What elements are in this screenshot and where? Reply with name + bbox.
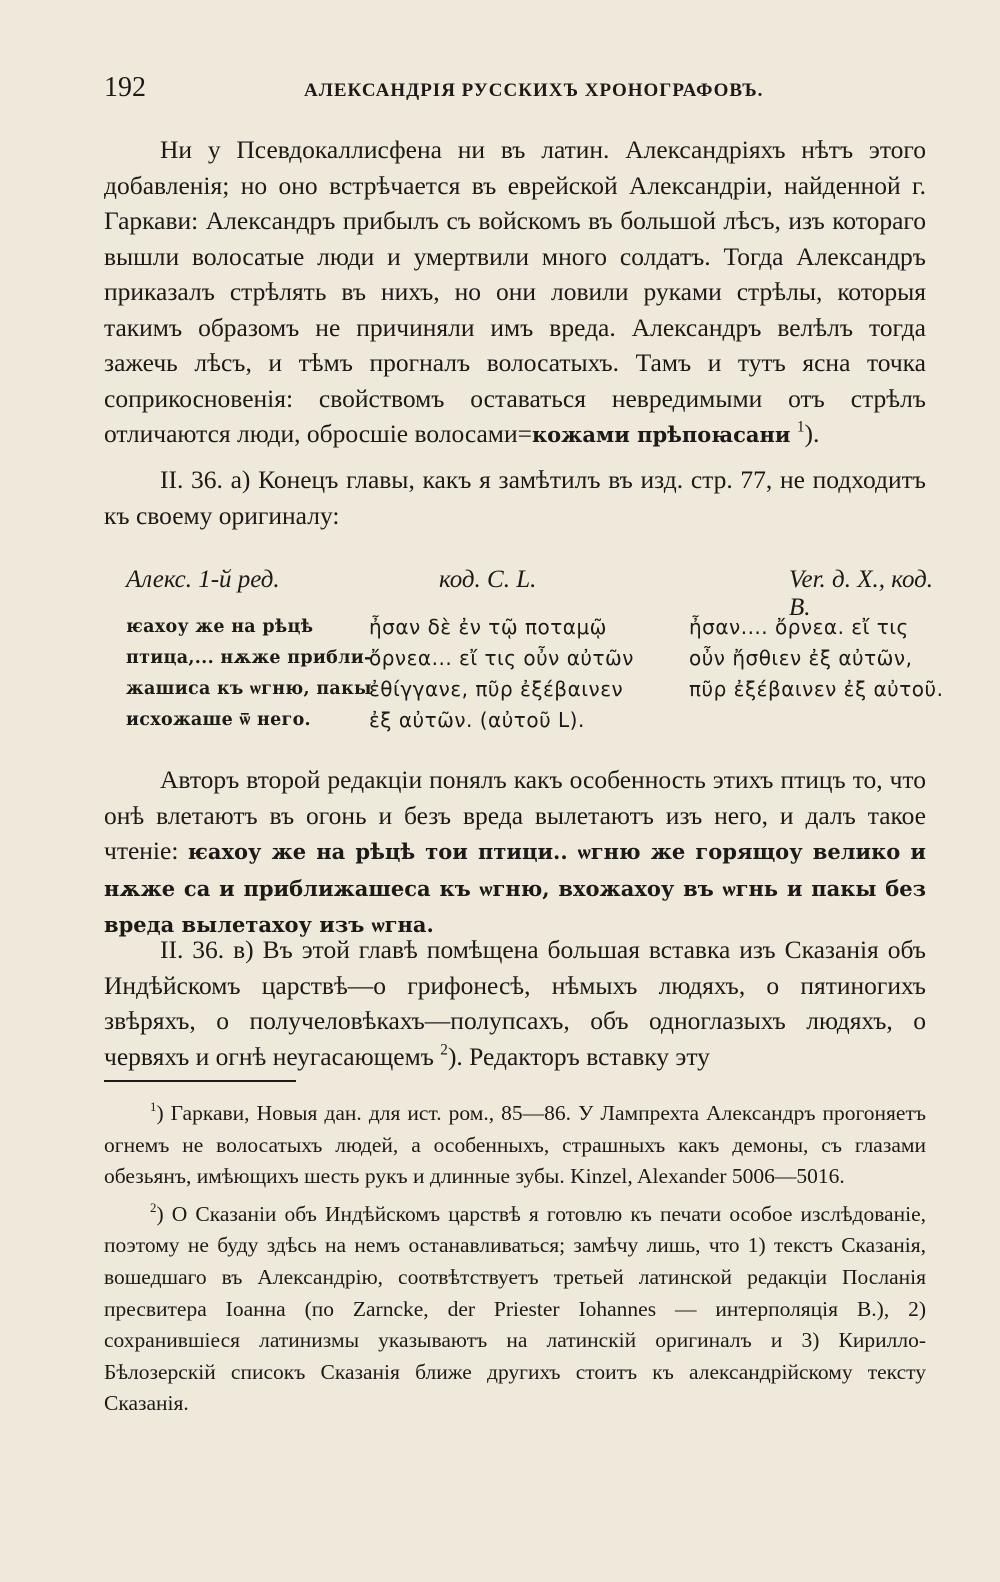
paragraph-1	[104, 132, 926, 453]
section-3	[104, 762, 926, 943]
paragraph-4	[104, 932, 926, 1074]
column-slavonic	[126, 566, 372, 736]
section-4	[104, 932, 926, 1074]
footnote-ref-1: 1	[796, 418, 805, 436]
column-line: ἐξ αὐτῶν. (αὐτοῦ L).	[369, 708, 585, 732]
slavonic-quote: ѥахоу же на рѣцѣ тои птици.. ѡгню же горящоу велико и нѫже са и приближашеса къ ѡгню, вхожахоу въ ѡгнь и пакы без вреда вылетахоу изъ ѡгна.	[104, 839, 926, 937]
footnote-2	[104, 1199, 926, 1420]
column-line: ѥахоу же на рѣцѣ	[126, 617, 314, 637]
running-title: АЛЕКСАНДРІЯ РУССКИХЪ ХРОНОГРАФОВЪ.	[304, 80, 764, 101]
footnote-marker: 1	[150, 1099, 157, 1114]
column-line: πῦρ ἐξέβαινεν ἐξ αὐτοῦ.	[689, 677, 944, 701]
column-line: исхожаше ѿ него.	[126, 710, 311, 730]
paragraph-4-text: II. 36. в) Въ этой главѣ помѣщена большая вставка изъ Сказанія объ Индѣйскомъ царствѣ—о грифонесѣ, нѣмыхъ людяхъ, о пятиногихъ звѣряхъ, о получеловѣкахъ—полупсахъ, объ одноглазыхъ людяхъ, о червяхъ и огнѣ неугасающемъ	[104, 935, 926, 1071]
footnote-marker: 2	[150, 1200, 157, 1215]
main-text	[104, 132, 926, 453]
column-heading: Алекс. 1-й ред.	[126, 566, 280, 593]
footnote-1	[104, 1098, 926, 1193]
paragraph-3-text: Авторъ второй редакціи понялъ какъ особенность этихъ птицъ то, что онѣ влетаютъ въ огонь и безъ вреда вылетаютъ изъ него, и далъ такое чтеніе:	[104, 765, 926, 865]
footnote-text: ) Гаркави, Новыя дан. для ист. ром., 85—86. У Лампрехта Александръ прогоняетъ огнемъ не волосатыхъ людей, а особенныхъ, страшныхъ какъ демоны, съ глазами обезьянъ, имѣющихъ шесть рукъ и длинные зубы. Kinzel, Alexander 5006—5016.	[104, 1101, 926, 1189]
section-2	[104, 462, 926, 533]
page-number: 192	[104, 72, 146, 103]
slavonic-quote: кожами прѣпоꙗсани	[531, 422, 791, 447]
column-line: жашиса къ ѡгню, пакы	[126, 679, 372, 699]
footnote-text: ) О Сказаніи объ Индѣйскомъ царствѣ я готовлю къ печати особое изслѣдованіе, поэтому не буду здѣсь на немъ останавливаться; замѣчу лишь, что 1) текстъ Сказанія, вошедшаго въ Александрію, соотвѣтствуетъ третьей латинской редакціи Посланія пресвитера Іоанна (по Zarncke, der Priester Iohannes — интерполяція В.), 2) сохранившіеся латинизмы указываютъ на латинскій оригиналъ и 3) Кирилло-Бѣлозерскій списокъ Сказанія ближе другихъ стоитъ къ александрійскому тексту Сказанія.	[104, 1201, 926, 1416]
paragraph-4-end: ). Редакторъ вставку эту	[447, 1041, 710, 1071]
column-line: ὄρνεα... εἴ τις οὖν αὐτῶν	[369, 646, 634, 670]
footnote-ref-2: 2	[440, 1040, 448, 1058]
footnotes	[104, 1098, 926, 1420]
footnote-divider	[104, 1080, 296, 1082]
column-line: птица,... нѫже прибли-	[126, 648, 372, 668]
column-greek-cl	[369, 566, 634, 736]
column-line: οὖν ἤσθιεν ἐξ αὐτῶν,	[689, 646, 913, 670]
column-heading: Ver. д. X., код. B.	[789, 566, 934, 621]
parallel-text-columns	[104, 566, 944, 756]
column-line: ἐθίγγανε, πῦρ ἐξέβαινεν	[369, 677, 624, 701]
paragraph-1-end: ).	[804, 419, 820, 448]
paragraph-2: II. 36. а) Конецъ главы, какъ я замѣтилъ въ изд. стр. 77, не подходитъ къ своему оригиналу:	[104, 465, 926, 530]
column-line: ἦσαν.... ὄρνεα. εἴ τις	[689, 615, 909, 639]
column-heading: код. С. L.	[439, 566, 537, 593]
paragraph-3	[104, 762, 926, 943]
paragraph-1-text: Ни у Псевдокаллисфена ни въ латин. Александріяхъ нѣтъ этого добавленія; но оно встрѣчается въ еврейской Александріи, найденной г. Гаркави: Александръ прибылъ съ войскомъ въ большой лѣсъ, изъ котораго вышли волосатые люди и умертвили много солдатъ. Тогда Александръ приказалъ стрѣлять въ нихъ, но они ловили руками стрѣлы, которыя такимъ образомъ не причиняли имъ вреда. Александръ велѣлъ тогда зажечь лѣсъ, и тѣмъ прогналъ волосатыхъ. Тамъ и тутъ ясна точка соприкосновенія: свойствомъ оставаться невредимыми отъ стрѣлъ отличаются люди, обросшіе волосами=	[104, 135, 926, 448]
page-header	[104, 72, 924, 112]
column-greek-b	[689, 566, 943, 705]
column-line: ἦσαν δὲ ἐν τῷ ποταμῷ	[369, 615, 607, 639]
